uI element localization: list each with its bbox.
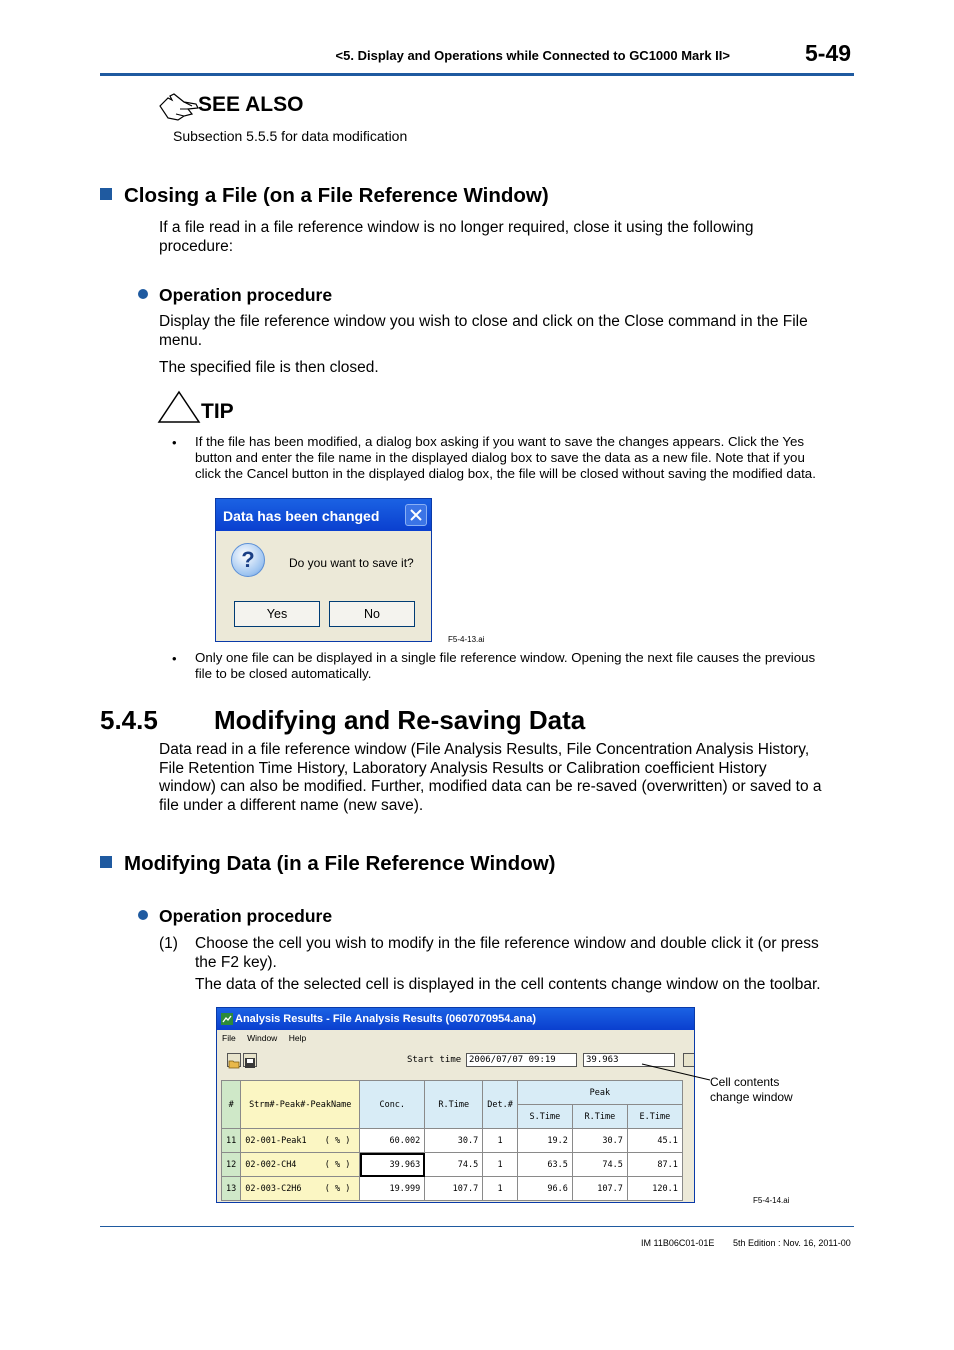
section-heading-closing: Closing a File (on a File Reference Window) [100, 184, 549, 208]
cell-stime[interactable]: 19.2 [517, 1129, 572, 1153]
cell-etime[interactable]: 45.1 [627, 1129, 682, 1153]
cell-etime[interactable]: 87.1 [627, 1153, 682, 1177]
col-header-peak-rtime: R.Time [572, 1105, 627, 1129]
cell-stime[interactable]: 96.6 [517, 1177, 572, 1201]
pointing-hand-icon [158, 92, 200, 122]
figure-caption-dialog: F5-4-13.ai [448, 635, 485, 644]
cell-conc[interactable]: 60.002 [360, 1129, 425, 1153]
app-icon [221, 1013, 233, 1025]
row-num: 12 [222, 1153, 241, 1177]
tip-heading: TIP [201, 400, 234, 423]
cell-contents-change-field[interactable]: 39.963 [583, 1053, 675, 1067]
selected-cell-conc[interactable]: 39.963 [360, 1153, 425, 1177]
section-545-body: Data read in a file reference window (File Analysis Results, File Concentration Analysis History, File Retention Time History, Laboratory Analysis Results or Calibration coefficient History window) can also be modified. Further, modified data can be re-saved (overwritten) or saved to a file under a different name (new save). [159, 741, 822, 815]
closing-intro: If a file read in a file reference window is no longer required, close it using the following procedure: [159, 219, 754, 255]
step-text: Choose the cell you wish to modify in the file reference window and double click it (or press the F2 key). [195, 935, 819, 971]
col-header-stime: S.Time [517, 1105, 572, 1129]
tip-bullet-2: • [172, 651, 177, 666]
col-header-peak: Peak [517, 1081, 682, 1105]
save-changes-dialog [215, 498, 432, 642]
procedure-heading-modifying: Operation procedure [138, 906, 332, 927]
yes-button[interactable]: Yes [234, 601, 320, 627]
cell-rtime[interactable]: 107.7 [425, 1177, 483, 1201]
menu-bar [222, 1033, 315, 1043]
tip-item-1: If the file has been modified, a dialog box asking if you want to save the changes appears. Click the Yes button and enter the file name in the displayed dialog box to save the data as a new file. Note that if you click the Cancel button in the displayed dialog box, the file will be closed without saving the modified data. [195, 434, 816, 481]
circle-bullet-icon [138, 910, 148, 920]
header-rule [100, 73, 854, 76]
cell-peak-rtime[interactable]: 107.7 [572, 1177, 627, 1201]
footer-edition: 5th Edition : Nov. 16, 2011-00 [733, 1238, 851, 1248]
circle-bullet-icon [138, 289, 148, 299]
cell-det[interactable]: 1 [483, 1177, 518, 1201]
section-heading-545: 5.4.5 Modifying and Re-saving Data [100, 705, 586, 735]
see-also-text: Subsection 5.5.5 for data modification [173, 128, 408, 144]
window-title: Analysis Results - File Analysis Results (0607070954.ana) [235, 1013, 537, 1025]
warning-triangle-icon [157, 390, 201, 424]
step-number: (1) [159, 935, 178, 952]
col-header-name: Strm#-Peak#-PeakName [241, 1081, 360, 1129]
menu-file[interactable]: File [222, 1033, 236, 1043]
col-header-etime: E.Time [627, 1105, 682, 1129]
tip-bullet-1: • [172, 435, 177, 450]
square-bullet-icon [100, 856, 112, 868]
cell-name[interactable]: 02-001-Peak1 [241, 1129, 321, 1153]
footer-rule [100, 1226, 854, 1227]
cell-rtime[interactable]: 30.7 [425, 1129, 483, 1153]
menu-help[interactable]: Help [288, 1033, 307, 1043]
table-row [222, 1153, 683, 1177]
dialog-title-bar [216, 499, 431, 531]
row-num: 11 [222, 1129, 241, 1153]
cell-det[interactable]: 1 [483, 1129, 518, 1153]
col-header-rtime: R.Time [425, 1081, 483, 1129]
dialog-title: Data has been changed [223, 508, 380, 524]
window-title-bar [217, 1008, 694, 1030]
tip-item-2: Only one file can be displayed in a single file reference window. Opening the next file causes the previous file to be closed automatically. [195, 650, 816, 681]
footer-doc-id: IM 11B06C01-01E [641, 1238, 715, 1248]
save-disk-icon[interactable] [243, 1053, 257, 1067]
cell-rtime[interactable]: 74.5 [425, 1153, 483, 1177]
figure-caption-window: F5-4-14.ai [753, 1196, 790, 1205]
close-icon[interactable] [405, 504, 427, 526]
table-row [222, 1129, 683, 1153]
cell-unit[interactable]: ( % ) [321, 1177, 360, 1201]
col-header-conc: Conc. [360, 1081, 425, 1129]
section-heading-modifying: Modifying Data (in a File Reference Window) [100, 852, 556, 876]
cell-unit[interactable]: ( % ) [321, 1129, 360, 1153]
col-header-det: Det.# [483, 1081, 518, 1129]
callout-leader-line [640, 1062, 715, 1084]
square-bullet-icon [100, 188, 112, 200]
cell-det[interactable]: 1 [483, 1153, 518, 1177]
results-table [221, 1080, 683, 1201]
cell-unit[interactable]: ( % ) [321, 1153, 360, 1177]
table-row [222, 1177, 683, 1201]
cell-etime[interactable]: 120.1 [627, 1177, 682, 1201]
dialog-message: Do you want to save it? [289, 556, 414, 570]
cell-name[interactable]: 02-003-C2H6 [241, 1177, 321, 1201]
see-also-heading: SEE ALSO [198, 93, 304, 116]
question-icon: ? [231, 543, 265, 577]
running-header: <5. Display and Operations while Connected to GC1000 Mark II> [335, 48, 730, 63]
page-number: 5-49 [805, 40, 852, 66]
no-button[interactable]: No [329, 601, 415, 627]
closing-result: The specified file is then closed. [159, 359, 379, 376]
cell-peak-rtime[interactable]: 74.5 [572, 1153, 627, 1177]
cell-conc[interactable]: 19.999 [360, 1177, 425, 1201]
start-time-label: Start time [407, 1055, 462, 1065]
cell-peak-rtime[interactable]: 30.7 [572, 1129, 627, 1153]
step-result: The data of the selected cell is displayed in the cell contents change window on the toolbar. [195, 976, 821, 993]
closing-procedure: Display the file reference window you wish to close and click on the Close command in the File menu. [159, 313, 808, 349]
callout-label: Cell contents change window [710, 1075, 793, 1104]
analysis-results-window [216, 1007, 695, 1203]
col-header-num: # [222, 1081, 241, 1129]
open-folder-icon[interactable] [227, 1053, 241, 1067]
menu-window[interactable]: Window [247, 1033, 278, 1043]
row-num: 13 [222, 1177, 241, 1201]
procedure-heading-closing: Operation procedure [138, 285, 332, 306]
cell-name[interactable]: 02-002-CH4 [241, 1153, 321, 1177]
start-time-field[interactable]: 2006/07/07 09:19 [466, 1053, 577, 1067]
cell-stime[interactable]: 63.5 [517, 1153, 572, 1177]
